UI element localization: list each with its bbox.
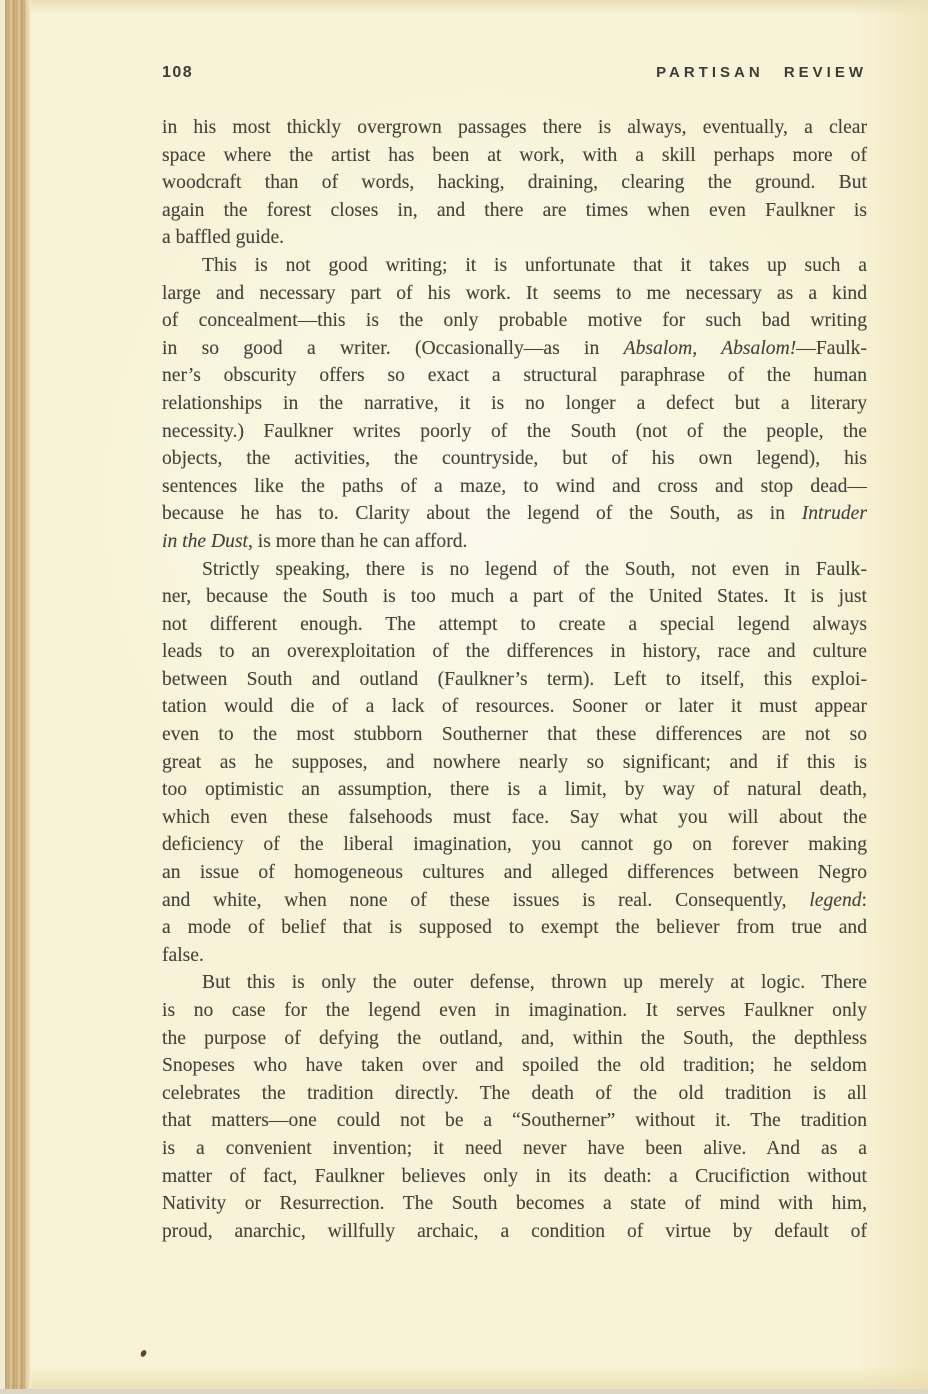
text-line: again the forest closes in, and there are times when even Faulkner is: [162, 199, 867, 221]
text-line: ner’s obscurity offers so exact a structural paraphrase of the human: [162, 365, 867, 387]
text-line: is a convenient invention; it need never have been alive. And as a: [162, 1137, 867, 1159]
text-line: sentences like the paths of a maze, to wind and cross and stop dead—: [162, 475, 867, 497]
text-line: and white, when none of these issues is real. Consequently, legend:: [162, 889, 867, 911]
text-line: But this is only the outer defense, thrown up merely at logic. There: [202, 972, 867, 994]
text-line: relationships in the narrative, it is no longer a defect but a literary: [162, 392, 867, 414]
article-text: [162, 114, 867, 1245]
text-line: too optimistic an assumption, there is a limit, by way of natural death,: [162, 779, 867, 801]
text-line: that matters—one could not be a “Southerner” without it. The tradition: [162, 1110, 867, 1132]
text-line: even to the most stubborn Southerner that these differences are not so: [162, 724, 867, 746]
scan-bottom-edge: [0, 1389, 928, 1394]
text-line: large and necessary part of his work. It seems to me necessary as a kind: [162, 282, 867, 304]
text-line: deficiency of the liberal imagination, you cannot go on forever making: [162, 834, 867, 856]
text-line: woodcraft than of words, hacking, draining, clearing the ground. But: [162, 172, 867, 194]
text-line: Strictly speaking, there is no legend of the South, not even in Faulk-: [202, 558, 867, 580]
text-line: an issue of homogeneous cultures and alleged differences between Negro: [162, 862, 867, 884]
text-line: celebrates the tradition directly. The death of the old tradition is all: [162, 1082, 867, 1104]
text-line: which even these falsehoods must face. Say what you will about the: [162, 806, 867, 828]
text-line: a baffled guide.: [162, 227, 285, 249]
text-line: in so good a writer. (Occasionally—as in Absalom, Absalom!—Faulk-: [162, 337, 867, 359]
text-line: Nativity or Resurrection. The South becomes a state of mind with him,: [162, 1193, 867, 1215]
text-line: This is not good writing; it is unfortunate that it takes up such a: [202, 254, 867, 276]
text-line: leads to an overexploitation of the differences in history, race and culture: [162, 641, 867, 663]
text-line: false.: [162, 944, 204, 966]
text-line: not different enough. The attempt to create a special legend always: [162, 613, 867, 635]
text-line: matter of fact, Faulkner believes only in its death: a Crucifiction without: [162, 1165, 867, 1187]
ink-speck: [140, 1349, 147, 1357]
text-line: objects, the activities, the countryside, but of his own legend), his: [162, 448, 867, 470]
text-line: proud, anarchic, willfully archaic, a condition of virtue by default of: [162, 1220, 867, 1242]
text-line: because he has to. Clarity about the legend of the South, as in Intruder: [162, 503, 867, 525]
text-line: of concealment—this is the only probable motive for such bad writing: [162, 310, 867, 332]
text-line: is no case for the legend even in imagination. It serves Faulkner only: [162, 1000, 867, 1021]
text-line: tation would die of a lack of resources. Sooner or later it must appear: [162, 696, 867, 718]
text-line: ner, because the South is too much a part of the United States. It is just: [162, 586, 867, 608]
text-line: great as he supposes, and nowhere nearly so significant; and if this is: [162, 751, 867, 773]
text-line: between South and outland (Faulkner’s term). Left to itself, this exploi-: [162, 668, 867, 690]
text-line: in the Dust, is more than he can afford.: [162, 530, 468, 552]
text-line: in his most thickly overgrown passages there is always, eventually, a clear: [162, 117, 867, 138]
journal-title: PARTISAN REVIEW: [656, 64, 867, 81]
book-page-edge: [0, 0, 30, 1394]
text-line: necessity.) Faulkner writes poorly of the South (not of the people, the: [162, 420, 867, 442]
text-line: a mode of belief that is supposed to exempt the believer from true and: [162, 917, 867, 939]
text-line: space where the artist has been at work, with a skill perhaps more of: [162, 144, 867, 166]
page-number: 108: [162, 64, 194, 81]
text-line: the purpose of defying the outland, and, within the South, the depthless: [162, 1027, 867, 1049]
page-header: [162, 64, 867, 82]
text-line: Snopeses who have taken over and spoiled the old tradition; he seldom: [162, 1055, 867, 1077]
